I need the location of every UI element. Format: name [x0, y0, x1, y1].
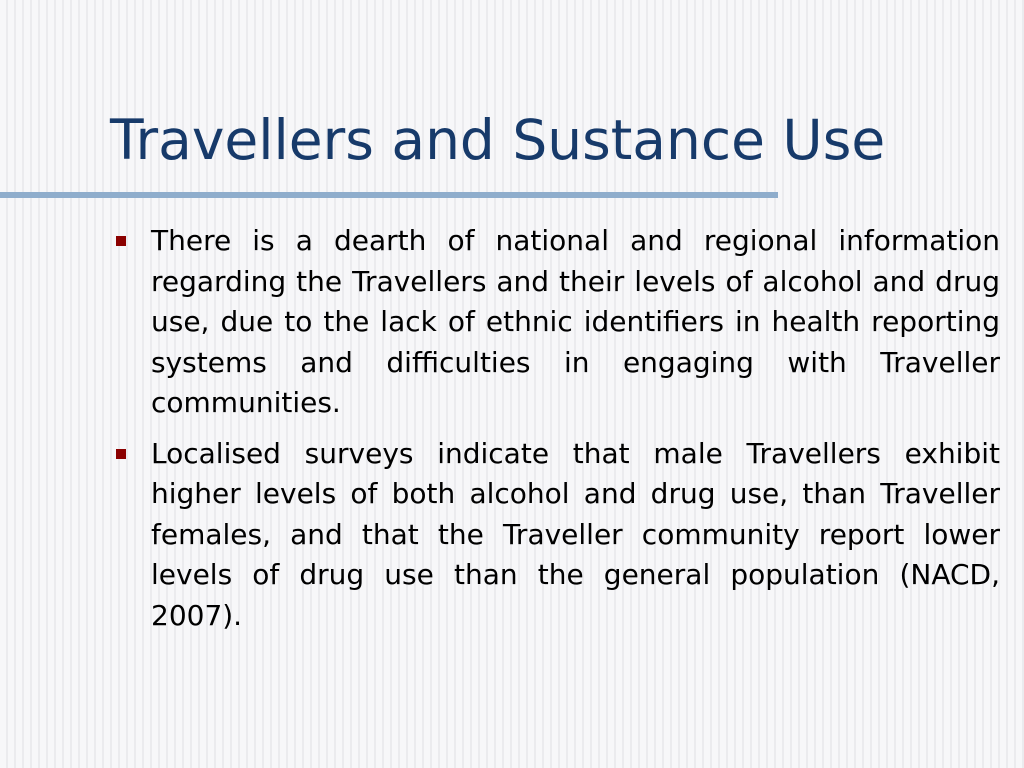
- bullet-text: Localised surveys indicate that male Travellers exhibit higher levels of both alcohol and drug use, than Traveller females, and that the Traveller community report lower levels of drug use than the general population (NACD, 2007).: [151, 436, 1000, 632]
- square-bullet-icon: [116, 236, 126, 246]
- bullet-item: [112, 221, 1000, 424]
- slide-title: Travellers and Sustance Use: [110, 108, 886, 172]
- bullet-list: [112, 221, 1000, 646]
- bullet-text: There is a dearth of national and regional information regarding the Travellers and their levels of alcohol and drug use, due to the lack of ethnic identifiers in health reporting systems and difficulties in engaging with Traveller communities.: [151, 224, 1000, 419]
- bullet-item: [112, 434, 1000, 637]
- title-divider: [0, 192, 778, 198]
- square-bullet-icon: [116, 449, 126, 459]
